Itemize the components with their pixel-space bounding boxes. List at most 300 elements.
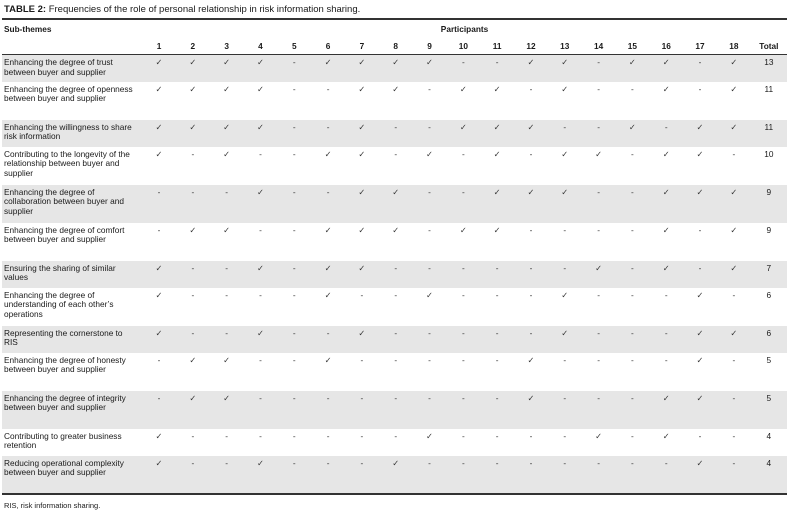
participant-column-header: 7 [345, 38, 379, 55]
row-total: 9 [766, 224, 772, 235]
participant-mark-cell: - [428, 224, 431, 235]
participant-column-header: 17 [683, 38, 717, 55]
subtheme-label: Enhancing the degree of honesty between buyer and supplier [4, 354, 126, 374]
participant-mark-cell: ✓ [662, 430, 670, 441]
participant-mark-cell: - [259, 148, 262, 159]
participant-mark-cell: ✓ [256, 83, 264, 94]
participant-mark-cell: ✓ [413, 55, 447, 82]
participant-mark-cell: ✓ [311, 55, 345, 82]
participant-mark-cell: - [292, 224, 296, 235]
participant-mark-cell: - [176, 261, 210, 288]
table-body [2, 55, 787, 494]
participant-mark-cell: - [514, 326, 548, 353]
participant-mark-cell: - [597, 83, 600, 94]
participant-mark-cell: ✓ [548, 55, 582, 82]
participant-mark-cell: - [615, 261, 649, 288]
participant-mark-cell: - [277, 55, 311, 82]
participant-column-header: 5 [277, 38, 311, 55]
caption-label: TABLE 2: [4, 4, 47, 15]
participant-mark-cell: - [582, 55, 616, 82]
participant-mark-cell: ✓ [223, 148, 231, 159]
row-total: 4 [751, 456, 787, 494]
participant-mark-cell: - [446, 391, 480, 429]
table-row [2, 120, 787, 147]
participant-mark-cell: - [582, 326, 616, 353]
participant-mark-cell: - [649, 326, 683, 353]
table-row [2, 391, 787, 429]
row-total: 5 [751, 391, 787, 429]
participant-mark-cell: - [259, 224, 262, 235]
participant-mark-cell: - [311, 326, 345, 353]
participant-mark-cell: - [277, 391, 311, 429]
participant-mark-cell: - [292, 289, 296, 300]
participant-mark-cell: - [446, 185, 480, 223]
participant-mark-cell: ✓ [548, 326, 582, 353]
table-row [2, 326, 787, 353]
participant-mark-cell: - [311, 456, 345, 494]
participant-mark-cell: ✓ [683, 456, 717, 494]
participant-mark-cell: - [480, 261, 514, 288]
participant-mark-cell: - [732, 289, 736, 300]
participant-mark-cell: ✓ [595, 430, 603, 441]
caption-text: Frequencies of the role of personal relationship in risk information sharing. [48, 4, 361, 15]
participant-mark-cell: ✓ [176, 120, 210, 147]
participant-mark-cell: - [446, 55, 480, 82]
participant-mark-cell: - [615, 185, 649, 223]
participant-mark-cell: - [480, 391, 514, 429]
participant-mark-cell: - [563, 224, 567, 235]
participant-mark-cell: - [191, 148, 195, 159]
participant-mark-cell: - [244, 391, 278, 429]
table-row [2, 353, 787, 391]
participant-mark-cell: ✓ [493, 224, 501, 235]
participant-mark-cell: ✓ [142, 55, 176, 82]
participant-mark-cell: - [582, 456, 616, 494]
participant-mark-cell: ✓ [392, 83, 400, 94]
participant-mark-cell: - [360, 354, 364, 365]
participant-mark-cell: - [615, 326, 649, 353]
row-total: 11 [764, 83, 774, 94]
participant-mark-cell: - [446, 326, 480, 353]
participant-mark-cell: - [277, 120, 311, 147]
participant-mark-cell: ✓ [615, 55, 649, 82]
participant-mark-cell: - [379, 391, 413, 429]
participant-mark-cell: ✓ [244, 326, 278, 353]
participant-mark-cell: - [597, 289, 600, 300]
participant-mark-cell: - [461, 430, 465, 441]
participant-column-header: 3 [210, 38, 244, 55]
participant-mark-cell: ✓ [244, 456, 278, 494]
participant-mark-cell: ✓ [683, 326, 717, 353]
subtheme-label: Contributing to greater business retention [4, 430, 122, 450]
participant-mark-cell: - [210, 326, 244, 353]
participant-mark-cell: - [461, 148, 465, 159]
participant-mark-cell: - [394, 289, 398, 300]
row-total: 7 [751, 261, 787, 288]
participant-mark-cell: - [225, 430, 229, 441]
participant-mark-cell: ✓ [717, 55, 751, 82]
table-caption [2, 0, 787, 20]
participant-mark-cell: - [514, 261, 548, 288]
participant-mark-cell: - [732, 430, 736, 441]
participant-mark-cell: - [379, 120, 413, 147]
subtheme-label: Enhancing the willingness to share risk information [2, 120, 142, 147]
participant-mark-cell: - [717, 456, 751, 494]
participant-mark-cell: ✓ [717, 185, 751, 223]
participant-mark-cell: - [259, 289, 262, 300]
participant-mark-cell: - [210, 261, 244, 288]
participant-mark-cell: - [495, 354, 499, 365]
participant-mark-cell: - [191, 430, 195, 441]
participant-mark-cell: ✓ [189, 224, 197, 235]
participant-mark-cell: ✓ [459, 224, 467, 235]
participant-mark-cell: ✓ [142, 261, 176, 288]
participant-mark-cell: ✓ [514, 185, 548, 223]
row-total: 5 [766, 354, 772, 365]
participant-mark-cell: ✓ [345, 326, 379, 353]
participant-column-header: 11 [480, 38, 514, 55]
participant-mark-cell: ✓ [649, 391, 683, 429]
participant-column-header: 12 [514, 38, 548, 55]
participant-mark-cell: - [394, 354, 398, 365]
participant-mark-cell: - [563, 354, 567, 365]
table-row [2, 261, 787, 288]
participant-mark-cell: - [698, 430, 702, 441]
participant-mark-cell: - [428, 354, 431, 365]
participant-mark-cell: ✓ [426, 289, 433, 300]
participant-mark-cell: ✓ [561, 289, 569, 300]
participant-mark-cell: - [529, 224, 533, 235]
participant-mark-cell: - [210, 456, 244, 494]
participant-mark-cell: - [225, 289, 229, 300]
subtheme-label: Enhancing the degree of understanding of each other’s operations [4, 289, 114, 319]
participant-mark-cell: - [446, 261, 480, 288]
participant-column-header: 15 [615, 38, 649, 55]
participant-mark-cell: ✓ [244, 261, 278, 288]
participant-column-header: 6 [311, 38, 345, 55]
participant-mark-cell: - [277, 456, 311, 494]
participant-mark-cell: ✓ [392, 224, 400, 235]
participant-mark-cell: ✓ [717, 261, 751, 288]
participant-mark-cell: - [311, 185, 345, 223]
participant-mark-cell: ✓ [244, 120, 278, 147]
participant-mark-cell: - [582, 185, 616, 223]
table-row [2, 288, 787, 326]
participant-mark-cell: - [446, 456, 480, 494]
participant-mark-cell: - [277, 261, 311, 288]
row-total: 6 [751, 326, 787, 353]
participant-mark-cell: - [631, 289, 634, 300]
participant-mark-cell: ✓ [345, 55, 379, 82]
participant-mark-cell: ✓ [514, 55, 548, 82]
participant-column-header: 4 [244, 38, 278, 55]
participant-mark-cell: - [176, 456, 210, 494]
participant-mark-cell: ✓ [595, 148, 603, 159]
participant-mark-cell: ✓ [324, 224, 332, 235]
participant-mark-cell: - [548, 261, 582, 288]
subtheme-label: Enhancing the degree of comfort between buyer and supplier [4, 224, 125, 244]
participant-column-header: 8 [379, 38, 413, 55]
header-row-1 [2, 20, 787, 38]
participant-mark-cell: ✓ [730, 83, 738, 94]
participant-mark-cell: - [176, 326, 210, 353]
participant-mark-cell: ✓ [480, 120, 514, 147]
row-total: 9 [751, 185, 787, 223]
participant-column-header: 2 [176, 38, 210, 55]
subtheme-label: Contributing to the longevity of the relationship between buyer and supplier [4, 148, 130, 178]
participant-mark-cell: - [311, 120, 345, 147]
total-column-header: Total [751, 38, 787, 55]
participant-mark-cell: - [176, 185, 210, 223]
participant-mark-cell: ✓ [696, 148, 704, 159]
subtheme-label: Enhancing the degree of integrity between buyer and supplier [2, 391, 142, 429]
participant-mark-cell: ✓ [176, 391, 210, 429]
participant-mark-cell: ✓ [514, 120, 548, 147]
participants-header: Participants [440, 24, 489, 34]
subtheme-label: Enhancing the degree of openness between buyer and supplier [4, 83, 133, 103]
participant-mark-cell: - [683, 55, 717, 82]
participant-mark-cell: - [732, 148, 736, 159]
participant-mark-cell: - [413, 391, 447, 429]
table-row [2, 223, 787, 261]
table-row [2, 82, 787, 120]
participant-mark-cell: - [428, 83, 431, 94]
participant-mark-cell: - [326, 83, 330, 94]
participant-mark-cell: ✓ [662, 83, 670, 94]
participant-mark-cell: - [495, 430, 499, 441]
participant-mark-cell: - [379, 261, 413, 288]
table-row [2, 147, 787, 185]
participant-mark-cell: ✓ [379, 185, 413, 223]
subthemes-header: Sub-themes [2, 20, 142, 55]
participant-mark-cell: ✓ [324, 354, 332, 365]
table-row [2, 456, 787, 494]
participant-mark-cell: - [191, 289, 195, 300]
participant-mark-cell: ✓ [176, 55, 210, 82]
participant-mark-cell: ✓ [324, 148, 332, 159]
participant-mark-cell: - [548, 391, 582, 429]
participant-mark-cell: ✓ [155, 289, 163, 300]
participant-mark-cell: ✓ [548, 185, 582, 223]
row-total: 4 [766, 430, 772, 441]
participant-mark-cell: - [649, 456, 683, 494]
frequency-table [2, 20, 787, 495]
participant-mark-cell: ✓ [345, 120, 379, 147]
participant-mark-cell: ✓ [615, 120, 649, 147]
participant-mark-cell: ✓ [493, 83, 501, 94]
participant-mark-cell: - [360, 430, 364, 441]
participant-mark-cell: - [514, 456, 548, 494]
participant-mark-cell: - [548, 120, 582, 147]
participant-mark-cell: ✓ [683, 185, 717, 223]
row-total: 11 [751, 120, 787, 147]
participant-mark-cell: - [631, 148, 634, 159]
participant-mark-cell: - [582, 391, 616, 429]
participant-mark-cell: - [345, 456, 379, 494]
participant-column-header: 13 [548, 38, 582, 55]
participant-mark-cell: ✓ [189, 83, 197, 94]
table-container [2, 0, 787, 516]
subtheme-label: Representing the cornerstone to RIS [2, 326, 142, 353]
participant-mark-cell: ✓ [223, 83, 231, 94]
participant-mark-cell: ✓ [155, 83, 163, 94]
participant-mark-cell: ✓ [459, 83, 467, 94]
participant-mark-cell: ✓ [223, 224, 231, 235]
participant-mark-cell: - [480, 326, 514, 353]
table-row [2, 429, 787, 456]
participant-mark-cell: - [461, 289, 465, 300]
participant-mark-cell: - [292, 354, 296, 365]
participant-mark-cell: - [292, 148, 296, 159]
participant-column-header: 10 [446, 38, 480, 55]
subtheme-label: Ensuring the sharing of similar values [2, 261, 142, 288]
participant-mark-cell: - [259, 430, 262, 441]
participant-mark-cell: - [345, 391, 379, 429]
participant-mark-cell: - [360, 289, 364, 300]
participant-mark-cell: ✓ [662, 224, 670, 235]
participant-mark-cell: ✓ [155, 148, 163, 159]
participant-mark-cell: - [277, 326, 311, 353]
participant-mark-cell: ✓ [379, 55, 413, 82]
participant-mark-cell: ✓ [142, 326, 176, 353]
participant-column-header: 18 [717, 38, 751, 55]
participant-mark-cell: - [142, 391, 176, 429]
participant-column-header: 9 [413, 38, 447, 55]
participant-mark-cell: - [413, 456, 447, 494]
participant-mark-cell: ✓ [426, 430, 433, 441]
participant-mark-cell: ✓ [480, 185, 514, 223]
participant-mark-cell: ✓ [379, 456, 413, 494]
participant-mark-cell: ✓ [244, 55, 278, 82]
participant-mark-cell: - [631, 224, 634, 235]
participant-mark-cell: - [413, 261, 447, 288]
participant-mark-cell: ✓ [210, 55, 244, 82]
participant-mark-cell: ✓ [561, 83, 569, 94]
participant-mark-cell: - [732, 354, 736, 365]
participant-mark-cell: - [461, 354, 465, 365]
subtheme-label: Enhancing the degree of trust between buyer and supplier [2, 55, 142, 82]
participant-mark-cell: - [548, 456, 582, 494]
table-footnote: RIS, risk information sharing. [4, 500, 101, 510]
participant-mark-cell: - [210, 185, 244, 223]
participant-mark-cell: - [631, 354, 634, 365]
participant-mark-cell: ✓ [358, 224, 366, 235]
participant-mark-cell: ✓ [210, 391, 244, 429]
participant-mark-cell: - [717, 391, 751, 429]
participant-mark-cell: - [480, 456, 514, 494]
participant-mark-cell: - [615, 456, 649, 494]
participant-mark-cell: ✓ [142, 120, 176, 147]
participant-mark-cell: - [495, 289, 499, 300]
participant-mark-cell: ✓ [223, 354, 231, 365]
participant-mark-cell: - [582, 120, 616, 147]
participant-mark-cell: - [631, 430, 634, 441]
participant-mark-cell: ✓ [514, 391, 548, 429]
participant-mark-cell: ✓ [683, 120, 717, 147]
participant-mark-cell: ✓ [527, 354, 535, 365]
participant-mark-cell: - [292, 83, 296, 94]
participant-mark-cell: ✓ [446, 120, 480, 147]
participant-mark-cell: ✓ [493, 148, 501, 159]
row-total: 6 [766, 289, 772, 300]
participant-mark-cell: - [563, 430, 567, 441]
participant-mark-cell: - [277, 185, 311, 223]
participant-mark-cell: ✓ [683, 391, 717, 429]
participant-mark-cell: - [394, 430, 398, 441]
participant-mark-cell: - [698, 83, 702, 94]
participant-mark-cell: ✓ [426, 148, 433, 159]
participant-mark-cell: - [157, 224, 161, 235]
participant-mark-cell: ✓ [730, 224, 738, 235]
participant-mark-cell: ✓ [649, 55, 683, 82]
participant-mark-cell: - [683, 261, 717, 288]
participant-mark-cell: - [597, 354, 600, 365]
participant-mark-cell: - [597, 224, 600, 235]
participant-mark-cell: ✓ [210, 120, 244, 147]
participant-mark-cell: - [292, 430, 296, 441]
row-total: 10 [764, 148, 774, 159]
table-row [2, 55, 787, 82]
subtheme-label: Reducing operational complexity between buyer and supplier [2, 456, 142, 494]
participant-mark-cell: ✓ [662, 148, 670, 159]
participant-mark-cell: ✓ [561, 148, 569, 159]
participant-mark-cell: - [664, 354, 668, 365]
table-row [2, 185, 787, 223]
participant-mark-cell: - [631, 83, 634, 94]
participant-mark-cell: - [529, 83, 533, 94]
participant-mark-cell: - [529, 148, 533, 159]
participant-mark-cell: - [480, 55, 514, 82]
participant-mark-cell: ✓ [311, 261, 345, 288]
participant-mark-cell: - [664, 289, 668, 300]
participant-mark-cell: ✓ [696, 289, 704, 300]
participant-column-header: 16 [649, 38, 683, 55]
participant-mark-cell: ✓ [717, 326, 751, 353]
participant-mark-cell: ✓ [244, 185, 278, 223]
participant-mark-cell: ✓ [649, 261, 683, 288]
participant-mark-cell: - [157, 354, 161, 365]
participant-mark-cell: - [529, 289, 533, 300]
participant-mark-cell: - [413, 326, 447, 353]
participant-mark-cell: - [698, 224, 702, 235]
participant-mark-cell: - [142, 185, 176, 223]
participant-column-header: 1 [142, 38, 176, 55]
participant-mark-cell: ✓ [189, 354, 197, 365]
participant-mark-cell: ✓ [582, 261, 616, 288]
participant-mark-cell: ✓ [345, 185, 379, 223]
participant-mark-cell: - [394, 148, 398, 159]
participant-mark-cell: ✓ [142, 456, 176, 494]
participant-mark-cell: - [311, 391, 345, 429]
participant-mark-cell: - [615, 391, 649, 429]
participant-mark-cell: ✓ [358, 148, 366, 159]
participant-mark-cell: - [413, 120, 447, 147]
row-total: 13 [751, 55, 787, 82]
participant-mark-cell: - [379, 326, 413, 353]
participant-mark-cell: - [529, 430, 533, 441]
subtheme-label: Enhancing the degree of collaboration between buyer and supplier [2, 185, 142, 223]
participant-mark-cell: ✓ [345, 261, 379, 288]
participant-mark-cell: ✓ [324, 289, 332, 300]
participant-mark-cell: ✓ [155, 430, 163, 441]
participant-mark-cell: - [649, 120, 683, 147]
participant-mark-cell: ✓ [717, 120, 751, 147]
participant-column-header: 14 [582, 38, 616, 55]
participant-mark-cell: - [326, 430, 330, 441]
participant-mark-cell: ✓ [696, 354, 704, 365]
participant-mark-cell: - [413, 185, 447, 223]
participant-mark-cell: ✓ [649, 185, 683, 223]
